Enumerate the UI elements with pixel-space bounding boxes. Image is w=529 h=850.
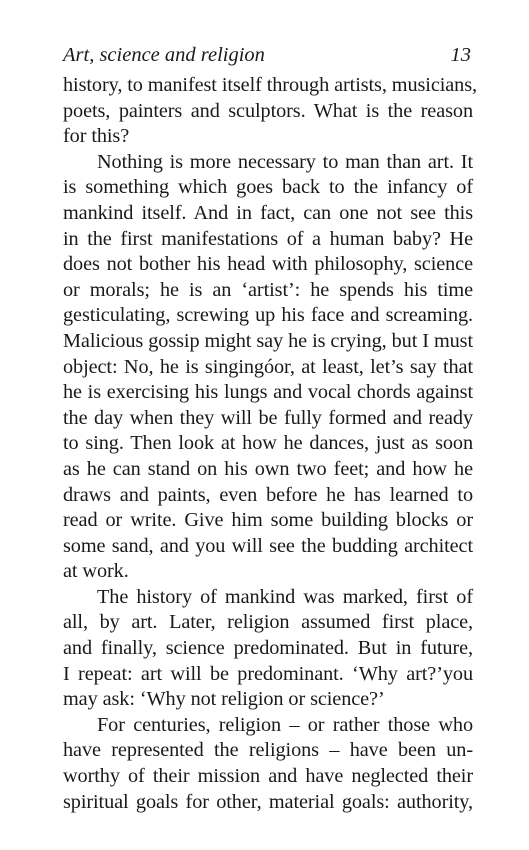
text-line: gesticulating, screwing up his face and screaming. xyxy=(63,304,473,327)
text-line: some sand, and you will see the budding architect xyxy=(63,534,473,557)
text-line: I repeat: art will be predominant. ‘Why art?’you xyxy=(63,662,473,685)
running-head xyxy=(63,40,471,70)
text-line: Nothing is more necessary to man than art. It xyxy=(97,150,473,173)
text-line: history, to manifest itself through artists, musicians, xyxy=(63,74,477,96)
text-line: have represented the religions – have been un- xyxy=(63,739,473,762)
text-line: he is exercising his lungs and vocal chords against xyxy=(63,381,473,404)
text-line: draws and paints, even before he has learned to xyxy=(63,483,473,506)
text-line: at work. xyxy=(63,560,129,583)
text-line: worthy of their mission and have neglected their xyxy=(63,765,473,788)
text-line: object: No, he is singingóor, at least, let’s say that xyxy=(63,355,473,378)
text-line: in the first manifestations of a human baby? He xyxy=(63,227,473,250)
text-line: Malicious gossip might say he is crying, but I must xyxy=(63,329,473,352)
text-line: is something which goes back to the infancy of xyxy=(63,176,473,199)
text-line: may ask: ‘Why not religion or science?’ xyxy=(63,688,385,711)
text-line: or morals; he is an ‘artist’: he spends his time xyxy=(63,278,473,301)
text-line: for this? xyxy=(63,125,130,148)
text-line: The history of mankind was marked, first of xyxy=(97,585,473,608)
body-text xyxy=(63,73,477,815)
text-line: read or write. Give him some building blocks or xyxy=(63,509,473,532)
running-head-title: Art, science and religion xyxy=(63,44,265,66)
text-line: mankind itself. And in fact, can one not see this xyxy=(63,201,473,224)
text-line: does not bother his head with philosophy, science xyxy=(63,253,473,276)
text-line: to sing. Then look at how he dances, just as soon xyxy=(63,432,473,455)
text-line: spiritual goals for other, material goals: authority, xyxy=(63,790,473,813)
page-number: 13 xyxy=(450,44,471,66)
text-line: poets, painters and sculptors. What is the reason xyxy=(63,99,473,122)
text-line: as he can stand on his own two feet; and how he xyxy=(63,457,473,480)
text-line: and finally, science predominated. But in future, xyxy=(63,637,473,660)
text-line: all, by art. Later, religion assumed first place, xyxy=(63,611,473,634)
text-line: For centuries, religion – or rather those who xyxy=(97,713,473,736)
text-line: the day when they will be fully formed and ready xyxy=(63,406,473,429)
